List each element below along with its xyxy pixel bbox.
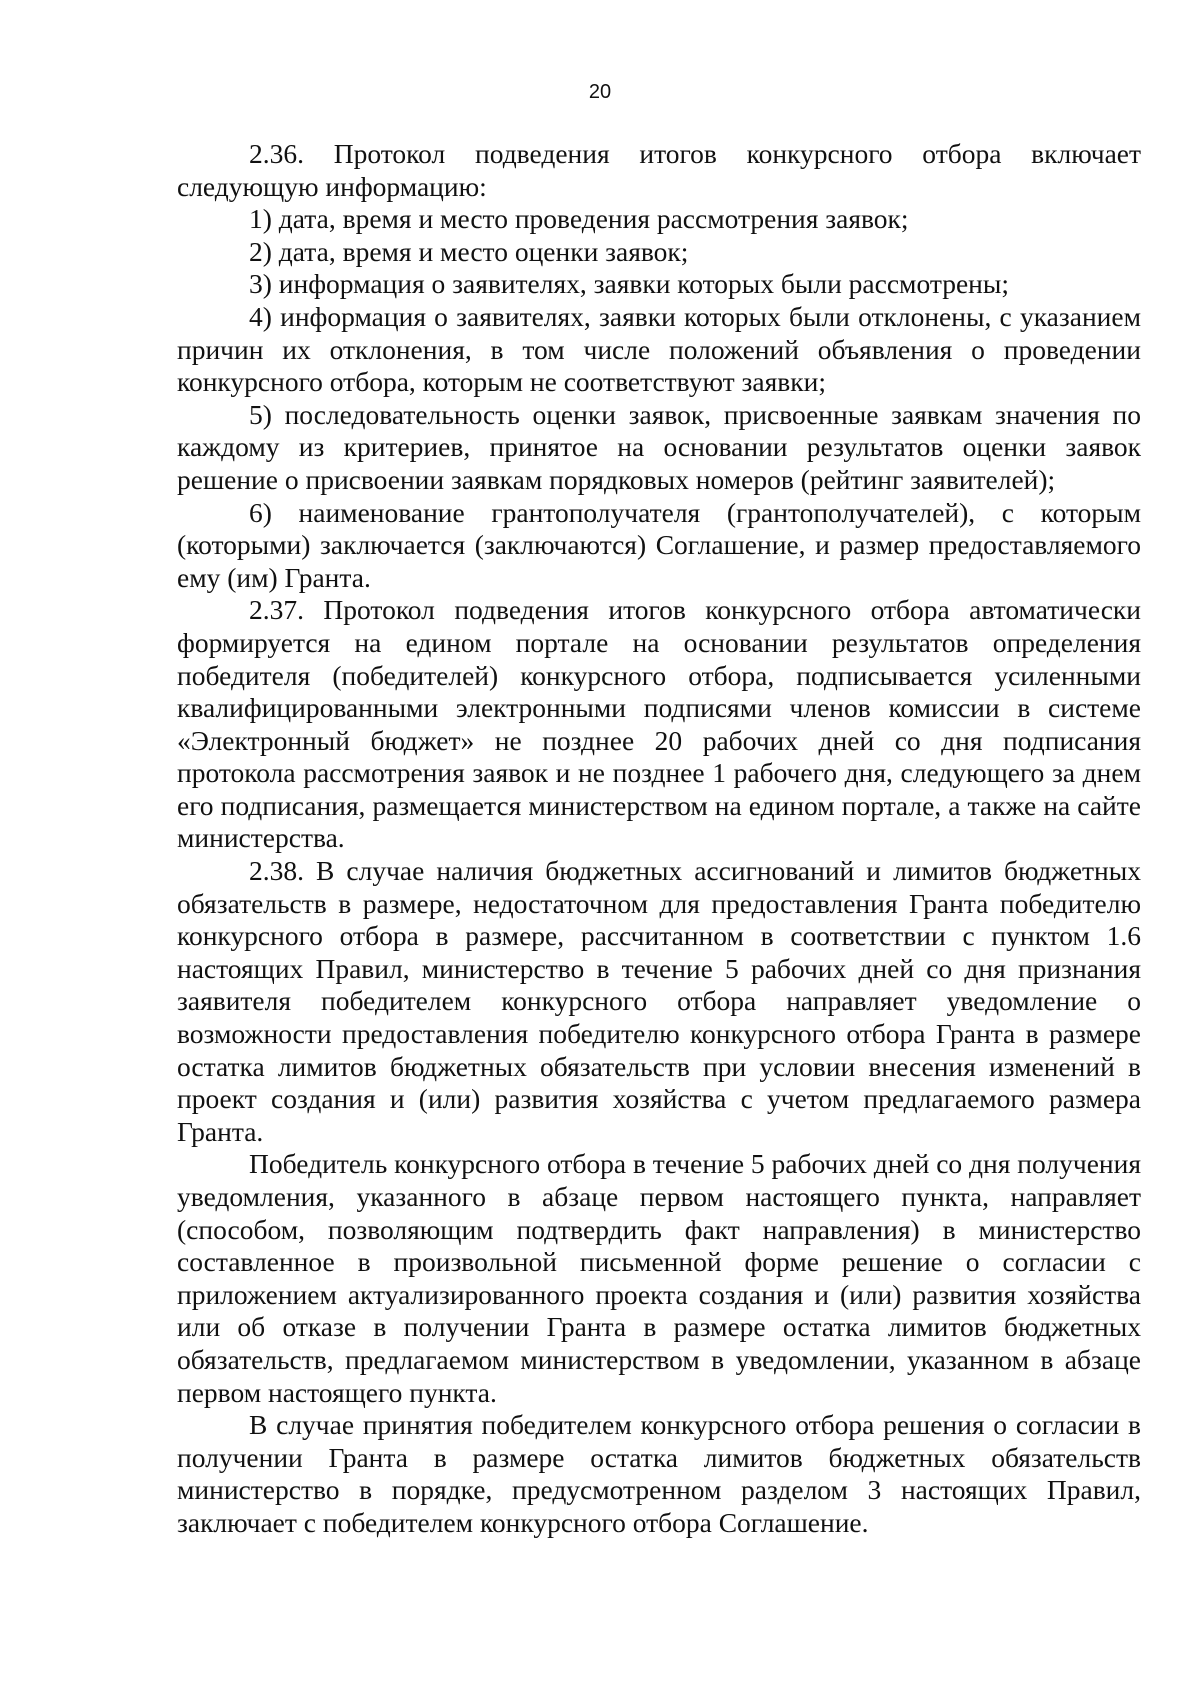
paragraph-agreement: В случае принятия победителем конкурсного отбора решения о согласии в получении Гранта в размере остатка лимитов бюджетных обязательств министерство в порядке, предусмотренном разделом 3 настоящих Правил, заключает с победителем конкурсного отбора Соглашение. [177, 1409, 1141, 1538]
list-item-6: 6) наименование грантополучателя (грантополучателей), с которым (которыми) заключается (заключаются) Соглашение, и размер предоставляемого ему (им) Гранта. [177, 496, 1141, 593]
list-item-1: 1) дата, время и место проведения рассмотрения заявок; [249, 203, 909, 235]
paragraph-2-37: 2.37. Протокол подведения итогов конкурсного отбора автоматически формируется на едином портале на основании результатов определения победителя (победителей) конкурсного отбора, подписывается усиленными квалифицированными электронными подписями членов комиссии в системе «Электронный бюджет» не позднее 20 рабочих дней со дня подписания протокола рассмотрения заявок и не позднее 1 рабочего дня, следующего за днем его подписания, размещается министерством на едином портале, а также на сайте министерства. [177, 594, 1141, 854]
list-item-3: 3) информация о заявителях, заявки которых были рассмотрены; [249, 268, 1009, 300]
paragraph-winner-response: Победитель конкурсного отбора в течение 5 рабочих дней со дня получения уведомления, указанного в абзаце первом настоящего пункта, направляет (способом, позволяющим подтвердить факт направления) в министерство составленное в произвольной письменной форме решение о согласии с приложением актуализированного проекта создания и (или) развития хозяйства или об отказе в получении Гранта в размере остатка лимитов бюджетных обязательств, предлагаемом министерством в уведомлении, указанном в абзаце первом настоящего пункта. [177, 1148, 1141, 1408]
document-body [177, 138, 1141, 1540]
page-number: 20 [588, 81, 612, 103]
paragraph-2-36-intro: 2.36. Протокол подведения итогов конкурсного отбора включает следующую информацию: [177, 138, 1141, 202]
list-item-2: 2) дата, время и место оценки заявок; [249, 235, 689, 267]
paragraph-2-38: 2.38. В случае наличия бюджетных ассигнований и лимитов бюджетных обязательств в размере, недостаточном для предоставления Гранта победителю конкурсного отбора в размере, рассчитанном в соответствии с пунктом 1.6 настоящих Правил, министерство в течение 5 рабочих дней со дня признания заявителя победителем конкурсного отбора направляет уведомление о возможности предоставления победителю конкурсного отбора Гранта в размере остатка лимитов бюджетных обязательств при условии внесения изменений в проект создания и (или) развития хозяйства с учетом предлагаемого размера Гранта. [177, 855, 1141, 1147]
list-item-4: 4) информация о заявителях, заявки которых были отклонены, с указанием причин их отклонения, в том числе положений объявления о проведении конкурсного отбора, которым не соответствуют заявки; [177, 300, 1141, 398]
list-item-5: 5) последовательность оценки заявок, присвоенные заявкам значения по каждому из критериев, принятое на основании результатов оценки заявок решение о присвоении заявкам порядковых номеров (рейтинг заявителей); [177, 398, 1141, 495]
